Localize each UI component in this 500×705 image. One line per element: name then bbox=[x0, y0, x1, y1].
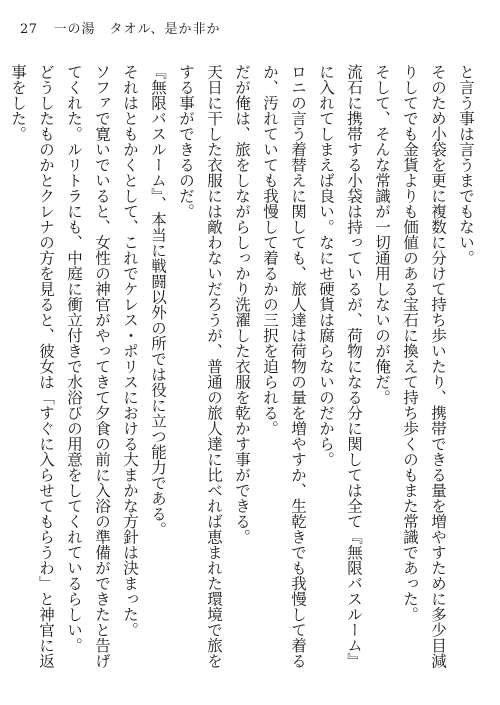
text-line: りしてでも金貨よりも価値のある宝石に換えて持ち歩くのもまた常識であった。 bbox=[401, 64, 419, 622]
text-line: に入れてしまえば良い。なにせ硬貨は腐らないのだから。 bbox=[317, 64, 335, 467]
text-line: てくれた。ルリトラにも、中庭に衝立付きで水浴びの用意をしてくれているらしい。 bbox=[65, 64, 83, 653]
text-line: 天日に干した衣服には敵わないだろうが、普通の旅人達に比べれば恵まれた環境で旅を bbox=[205, 64, 223, 669]
running-title: 一の湯 タオル、是か非か bbox=[53, 22, 221, 37]
text-line: ソファで寛いでいると、女性の神官がやってきて夕食の前に入浴の準備ができたと告げ bbox=[93, 64, 111, 669]
text-line: そして、そんな常識が一切通用しないのが俺だ。 bbox=[373, 64, 391, 405]
page-number: 27 bbox=[20, 22, 38, 37]
text-line: そのため小袋を更に複数に分けて持ち歩いたり、携帯できる量を増やすために多少目減 bbox=[429, 64, 447, 669]
text-line: それはともかくとして、これでケレス・ポリスにおける大まかな方針は決まった。 bbox=[121, 64, 139, 638]
text-line: 事をした。 bbox=[9, 64, 27, 142]
text-line: と言う事は言うまでもない。 bbox=[457, 64, 475, 266]
text-line: ロニの言う着替えに関しても、旅人達は荷物の量を増やすか、生乾きでも我慢して着る bbox=[289, 64, 307, 669]
text-line: どうしたものかとクレナの方を見ると、彼女は「すぐに入らせてもらうわ」と神官に返 bbox=[37, 64, 55, 669]
text-line: 流石に携帯する小袋は持っているが、荷物になる分に関しては全て『無限バスルーム』 bbox=[345, 64, 363, 669]
text-line: 『無限バスルーム』、本当に戦闘以外の所では役に立つ能力である。 bbox=[149, 64, 167, 537]
page-header bbox=[20, 20, 221, 40]
text-line: だが俺は、旅をしながらしっかり洗濯した衣服を乾かす事ができる。 bbox=[233, 64, 251, 545]
vertical-body-text bbox=[9, 64, 480, 669]
text-line: する事ができるのだ。 bbox=[177, 64, 195, 219]
text-line: か、汚れていても我慢して着るかの三択を迫られる。 bbox=[261, 64, 279, 436]
